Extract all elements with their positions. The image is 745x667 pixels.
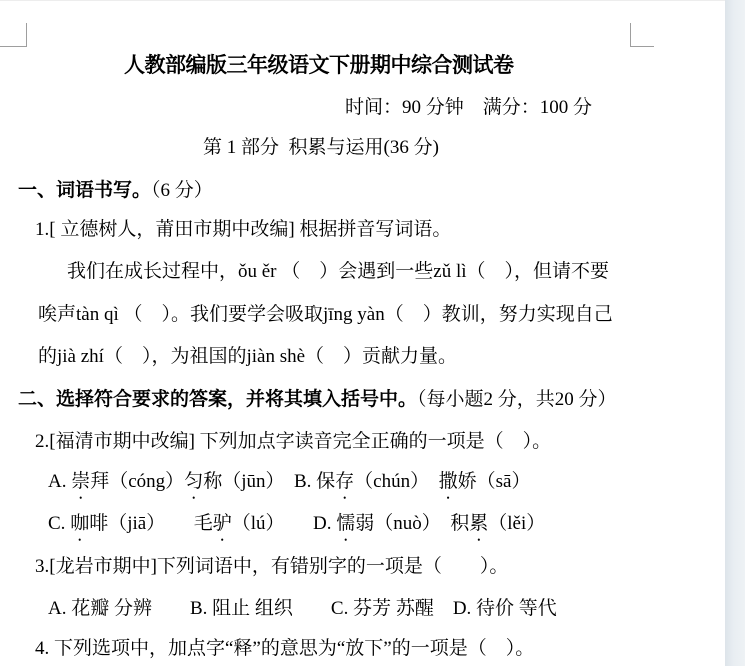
section-1-heading-score: （6 分） [151, 180, 213, 201]
section-1-heading [18, 177, 213, 204]
text-segment: （lěi） [488, 513, 546, 534]
text-segment: A. [48, 471, 72, 492]
section-2-heading-score: （每小题2 分，共20 分） [417, 389, 617, 410]
emphasized-char: 懦 [336, 513, 356, 534]
emphasized-char: 崇 [71, 471, 91, 492]
exam-time-score-line: 时间：90 分钟 满分：100 分 [345, 97, 593, 118]
question-1-paragraph-line-3: 的jià zhí（ ），为祖国的jiàn shè（ ）贡献力量。 [38, 346, 458, 367]
emphasized-char: 咖 [70, 513, 90, 534]
section-1-heading-text: 一、词语书写。 [18, 180, 152, 201]
emphasized-char: 存 [335, 471, 355, 492]
text-segment: 拜（cóng） [90, 471, 185, 492]
part-1-heading: 第 1 部分 积累与运用(36 分) [203, 137, 439, 158]
margin-crop-mark-top-left-vertical [26, 23, 27, 47]
question-3-prompt: 3.[龙岩市期中]下列词语中，有错别字的一项是（ ）。 [35, 556, 509, 577]
text-segment: 称（jūn） B. 保 [203, 471, 336, 492]
exam-title: 人教部编版三年级语文下册期中综合测试卷 [124, 54, 514, 77]
text-segment: 啡（jiā） 毛 [89, 513, 213, 534]
text-segment: 弱（nuò） 积 [355, 513, 470, 534]
text-segment: （lú） D. [231, 513, 337, 534]
question-4-prompt: 4. 下列选项中，加点字“释”的意思为“放下”的一项是（ ）。 [35, 638, 535, 659]
emphasized-char: 撒 [438, 471, 458, 492]
text-segment: 娇（sā） [457, 471, 531, 492]
emphasized-char: 累 [469, 513, 489, 534]
question-2-prompt: 2.[福清市期中改编] 下列加点字读音完全正确的一项是（ ）。 [35, 431, 552, 452]
question-3-options-row: A. 花瓣 分辨 B. 阻止 组织 C. 芬芳 苏醒 D. 待价 等代 [48, 598, 557, 619]
section-2-heading-text: 二、选择符合要求的答案，并将其填入括号中。 [18, 389, 418, 410]
question-2-options-row-1 [48, 468, 530, 495]
section-2-heading [18, 386, 617, 413]
margin-crop-mark-top-right-vertical [630, 23, 631, 47]
question-1-paragraph-line-2: 唉声tàn qì （ ）。我们要学会吸取jīng yàn（ ）教训，努力实现自己 [38, 304, 613, 325]
text-segment: C. [48, 513, 71, 534]
emphasized-char: 驴 [212, 513, 232, 534]
emphasized-char: 匀 [184, 471, 204, 492]
question-1-prompt: 1.[ 立德树人，莆田市期中改编] 根据拼音写词语。 [35, 219, 452, 240]
margin-crop-mark-top-left-horizontal [0, 46, 27, 47]
text-segment: （chún） [354, 471, 439, 492]
margin-crop-mark-top-right-horizontal [630, 46, 654, 47]
question-2-options-row-2 [48, 510, 545, 537]
question-1-paragraph-line-1: 我们在成长过程中，ǒu ěr （ ）会遇到一些zǔ lì（ ），但请不要 [67, 261, 610, 282]
scrollbar-track[interactable] [725, 0, 745, 666]
